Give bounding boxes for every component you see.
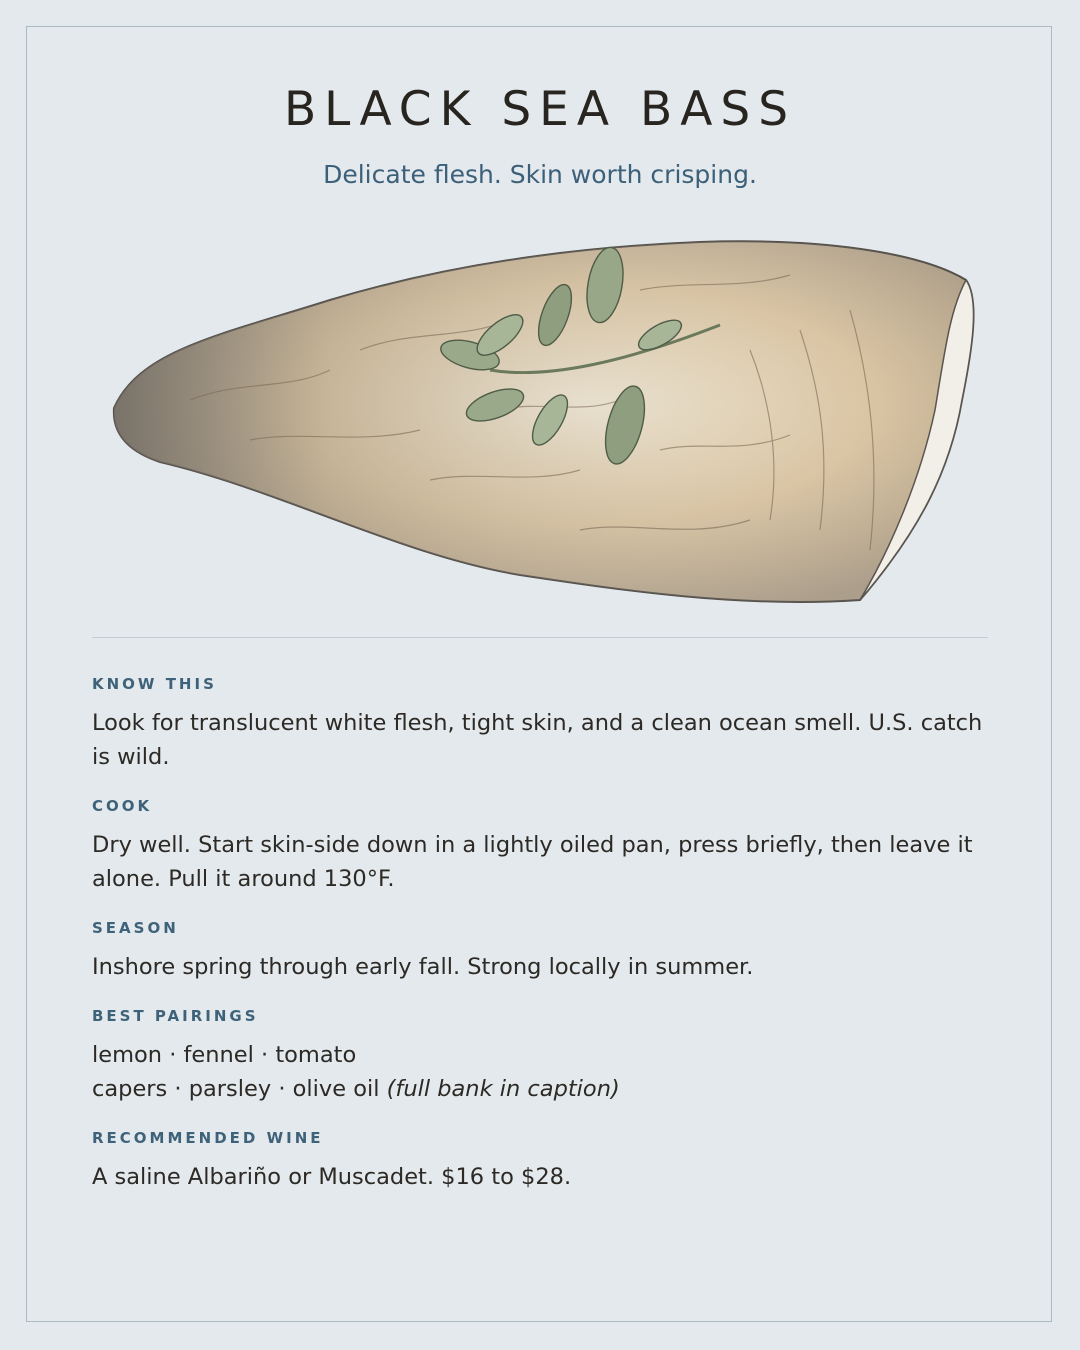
section-season [92,918,988,984]
section-cook [92,796,988,896]
section-label: KNOW THIS [92,675,217,693]
section-text: Dry well. Start skin-side down in a lightly oiled pan, press briefly, then leave it alone. Pull it around 130°F. [92,832,973,892]
section-label: COOK [92,797,153,815]
pairings-line-1: lemon · fennel · tomato [92,1042,357,1068]
section-label: SEASON [92,919,179,937]
section-text: A saline Albariño or Muscadet. $16 to $28. [92,1164,572,1190]
section-divider [92,637,988,638]
section-text: Look for translucent white flesh, tight skin, and a clean ocean smell. U.S. catch is wild. [92,710,983,770]
section-best-pairings [92,1006,988,1106]
pairings-line-2 [92,1072,988,1106]
pairings-items: capers · parsley · olive oil [92,1076,380,1102]
section-text: Inshore spring through early fall. Strong locally in summer. [92,954,754,980]
section-label: RECOMMENDED WINE [92,1129,324,1147]
section-recommended-wine [92,1128,988,1194]
fish-fillet-illustration [100,230,980,615]
section-know-this [92,674,988,774]
info-sections [92,674,988,1216]
section-label: BEST PAIRINGS [92,1007,259,1025]
pairings-note: (full bank in caption) [386,1076,620,1102]
page-subtitle: Delicate flesh. Skin worth crisping. [323,160,757,189]
page-title: BLACK SEA BASS [283,82,797,137]
